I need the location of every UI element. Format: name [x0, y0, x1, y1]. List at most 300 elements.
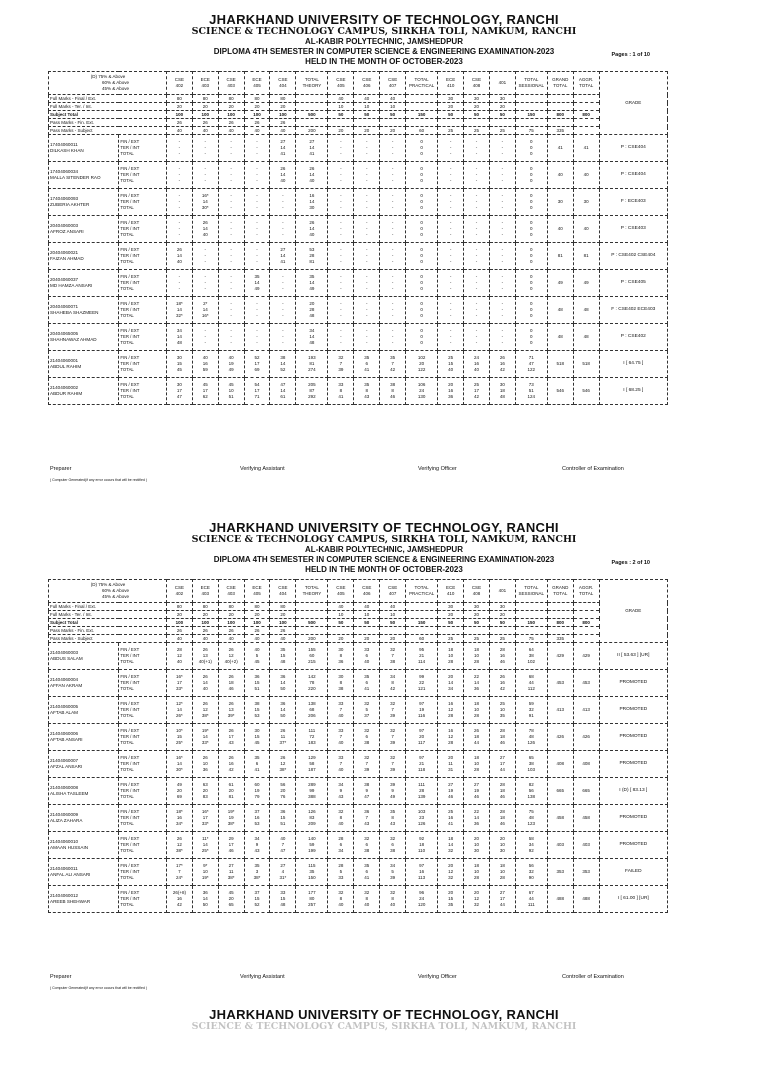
mark-value: 19	[448, 788, 454, 793]
mark-value: 34	[390, 674, 396, 679]
mark-value: 32	[364, 890, 370, 895]
mark-cell	[328, 805, 354, 832]
mark-cell	[218, 751, 244, 778]
mark-value: 7	[178, 869, 181, 874]
mark-value: -	[475, 247, 478, 252]
mark-cell	[296, 324, 328, 351]
mark-cell	[354, 778, 380, 805]
mark-cell	[328, 859, 354, 886]
controller-label: Controller of Examination	[562, 466, 624, 472]
mark-value: 429	[556, 653, 565, 658]
mark-cell	[270, 189, 296, 216]
mark-cell	[380, 778, 406, 805]
mark-value: 87	[309, 388, 315, 393]
grade-cell: PROMOTED	[599, 670, 667, 697]
mark-cell	[354, 751, 380, 778]
student-id-cell	[49, 135, 119, 162]
mark-value: 46	[499, 659, 505, 664]
row-type-label: TOTAL	[120, 313, 134, 318]
student-row	[49, 670, 668, 697]
mark-value: 22	[473, 809, 479, 814]
mark-cell	[244, 859, 270, 886]
column-name: ECE	[252, 77, 262, 82]
mark-cell	[328, 351, 354, 378]
column-header	[244, 580, 270, 603]
mark-cell	[547, 135, 573, 162]
mark-cell	[464, 378, 490, 405]
mark-value: 11	[228, 869, 234, 874]
mark-value: 52	[254, 902, 260, 907]
mark-cell	[573, 243, 599, 270]
mark-value: 12	[280, 761, 286, 766]
mark-value: 26	[280, 166, 286, 171]
mark-value: -	[256, 301, 258, 306]
result-table	[48, 71, 668, 405]
mark-value: -	[501, 220, 504, 225]
mark-value: -	[391, 205, 394, 210]
column-name: GRAND	[552, 585, 569, 590]
mark-cell	[244, 324, 270, 351]
column-code: 402	[175, 591, 184, 596]
mark-cell	[192, 351, 218, 378]
row-type-label: TER / INT	[120, 815, 140, 820]
mark-cell	[166, 324, 192, 351]
result-table	[48, 579, 668, 913]
marks-cell	[547, 95, 573, 103]
page-header	[0, 508, 768, 578]
mark-value: 38	[528, 653, 534, 658]
marks-cell: 800	[573, 619, 599, 627]
mark-value: 38	[528, 761, 534, 766]
mark-cell	[218, 778, 244, 805]
row-type-label: TER / INT	[120, 734, 140, 739]
mark-value: 37	[254, 809, 260, 814]
mark-value: 0	[530, 307, 533, 312]
mark-value: 41	[254, 767, 260, 772]
mark-value: 32	[390, 755, 396, 760]
legend-line: 45% & Above	[101, 86, 129, 91]
mark-value: 102	[527, 659, 536, 664]
mark-cell	[244, 886, 270, 913]
mark-value: 19	[473, 788, 479, 793]
mark-value: 28	[419, 788, 425, 793]
mark-cell	[296, 751, 328, 778]
mark-value: 39	[390, 767, 396, 772]
mark-value: 38	[364, 848, 370, 853]
row-type-label: FIN / EXT	[120, 836, 140, 841]
mark-value: -	[366, 220, 368, 225]
mark-value: -	[256, 199, 258, 204]
mark-cell	[489, 351, 515, 378]
column-header	[406, 580, 438, 603]
marks-cell: 26	[166, 627, 192, 635]
mark-value: -	[230, 280, 232, 285]
mark-value: -	[366, 340, 368, 345]
mark-value: -	[475, 178, 478, 183]
student-row	[49, 162, 668, 189]
mark-value: -	[475, 226, 478, 231]
marks-cell: 500	[296, 111, 328, 119]
mark-value: -	[366, 139, 368, 144]
mark-value: 43	[338, 794, 344, 799]
mark-cell	[218, 189, 244, 216]
mark-value: 41	[583, 145, 589, 150]
mark-cell	[547, 670, 573, 697]
mark-value: 28	[309, 307, 315, 312]
mark-value: 0	[530, 301, 533, 306]
mark-value: 43	[390, 821, 396, 826]
mark-value: -	[449, 253, 452, 258]
column-code: TOTAL	[579, 83, 594, 88]
mark-value: 403	[556, 842, 565, 847]
mark-cell	[573, 751, 599, 778]
column-code: TOTAL	[553, 83, 568, 88]
mark-value: 35	[364, 355, 370, 360]
row-type-label: FIN / EXT	[120, 809, 140, 814]
mark-value: -	[475, 193, 478, 198]
mark-value: 0	[420, 253, 423, 258]
mark-value: 18	[499, 788, 505, 793]
mark-value: 36	[202, 767, 208, 772]
marks-cell: 20	[244, 611, 270, 619]
student-row	[49, 643, 668, 670]
mark-value: 17	[499, 761, 505, 766]
mark-value: 99	[419, 674, 425, 679]
mark-value: 7	[281, 842, 285, 847]
mark-value: 25	[448, 355, 454, 360]
marks-row-label: Subject Total	[49, 619, 167, 627]
marks-cell: 100	[244, 619, 270, 627]
marks-cell: 150	[406, 111, 438, 119]
mark-value: 114	[418, 659, 426, 664]
column-name: ECE	[445, 585, 456, 590]
mark-value: 17*	[176, 863, 183, 868]
mark-value: 111	[308, 728, 316, 733]
mark-value: 73	[528, 382, 534, 387]
mark-value: 120	[417, 902, 426, 907]
mark-value: 27	[448, 782, 454, 787]
marks-cell: 40	[270, 635, 296, 643]
mark-cell	[515, 216, 547, 243]
mark-value: 32	[390, 890, 396, 895]
mark-value: 22	[473, 674, 479, 679]
mark-value: 0	[420, 274, 423, 279]
marks-cell: 30	[464, 603, 490, 611]
mark-value: -	[230, 166, 232, 171]
mark-cell	[547, 697, 573, 724]
grade-cell: P : CSE402 CSE404	[599, 243, 667, 270]
marks-cell	[573, 95, 599, 103]
mark-cell	[270, 805, 296, 832]
mark-value: 49	[557, 280, 563, 285]
grade-cell: P : CSE404	[599, 162, 667, 189]
column-name: CSE	[226, 77, 236, 82]
marks-cell: 50	[438, 111, 464, 119]
mark-value: 220	[308, 686, 316, 691]
mark-cell	[547, 859, 573, 886]
student-roll: 21404060012	[50, 893, 79, 898]
column-name: TOTAL	[524, 77, 539, 82]
mark-value: 18*	[176, 301, 183, 306]
mark-value: 353	[556, 869, 565, 874]
marks-cell	[296, 119, 328, 127]
mark-value: 42	[499, 686, 505, 691]
mark-value: 177	[308, 890, 316, 895]
mark-value: 103	[417, 809, 426, 814]
mark-value: 16	[448, 728, 454, 733]
mark-value: 16	[499, 653, 505, 658]
mark-value: 45	[254, 659, 260, 664]
marks-cell: 40	[166, 635, 192, 643]
mark-value: 40	[309, 232, 315, 237]
mark-value: 32*	[176, 313, 183, 318]
student-id-cell	[49, 697, 119, 724]
row-type-labels	[119, 778, 167, 805]
mark-value: 0	[420, 205, 423, 210]
grade-legend	[49, 580, 167, 603]
mark-value: 0	[420, 286, 423, 291]
mark-value: 115	[308, 863, 316, 868]
mark-value: 8	[391, 815, 394, 820]
mark-value: 49	[583, 280, 589, 285]
marks-cell: 60	[406, 127, 438, 135]
column-code: TOTAL	[553, 591, 568, 596]
mark-value: 36	[473, 686, 479, 691]
mark-cell	[244, 805, 270, 832]
mark-cell	[438, 832, 464, 859]
mark-value: -	[475, 328, 478, 333]
mark-value: 40	[202, 686, 208, 691]
row-type-label: TER / INT	[120, 172, 140, 177]
mark-value: 28	[448, 713, 454, 718]
column-code: 407	[388, 83, 397, 88]
exam-month: HELD IN THE MONTH OF OCTOBER-2023	[305, 565, 463, 574]
mark-value: -	[449, 151, 452, 156]
column-header	[218, 580, 244, 603]
mark-value: -	[282, 334, 284, 339]
mark-value: 54	[254, 382, 260, 387]
column-header	[547, 580, 573, 603]
mark-value: -	[282, 340, 284, 345]
row-type-label: FIN / EXT	[120, 220, 140, 225]
mark-value: 7	[391, 707, 394, 712]
page-header	[0, 0, 768, 70]
mark-cell	[547, 378, 573, 405]
mark-cell	[270, 243, 296, 270]
mark-value: -	[340, 328, 342, 333]
mark-value: 25	[499, 701, 505, 706]
student-roll: 21404060005	[50, 704, 79, 709]
mark-value: 11	[448, 761, 453, 766]
mark-value: -	[256, 259, 258, 264]
column-code: PRACTICAL	[408, 591, 435, 596]
row-type-labels	[119, 351, 167, 378]
mark-cell	[270, 162, 296, 189]
mark-value: 40	[338, 713, 344, 718]
mark-value: -	[340, 232, 342, 237]
marks-cell: 10	[328, 611, 354, 619]
exam-title: DIPLOMA 4TH SEMESTER IN COMPUTER SCIENCE & ENGINEERING EXAMINATION-2023	[213, 47, 555, 56]
marks-cell: 10	[328, 103, 354, 111]
mark-cell	[354, 351, 380, 378]
mark-value: 62	[202, 394, 208, 399]
mark-cell	[380, 297, 406, 324]
mark-value: -	[475, 151, 478, 156]
mark-cell	[296, 135, 328, 162]
mark-value: 83	[309, 815, 315, 820]
mark-value: 30	[176, 355, 182, 360]
mark-value: 117	[418, 740, 426, 745]
student-row	[49, 297, 668, 324]
grade-cell: P : CSE403	[599, 216, 667, 243]
mark-value: 9	[391, 788, 394, 793]
mark-cell	[270, 378, 296, 405]
mark-value: 40	[338, 902, 344, 907]
row-type-label: TER / INT	[120, 896, 140, 901]
marks-cell: 50	[464, 619, 490, 627]
mark-value: -	[204, 259, 207, 264]
mark-cell	[438, 351, 464, 378]
mark-cell	[244, 270, 270, 297]
column-name: CSE	[362, 585, 372, 590]
mark-value: 28	[473, 713, 479, 718]
mark-value: 408	[582, 761, 590, 766]
marks-cell: 100	[192, 619, 218, 627]
mark-cell	[244, 670, 270, 697]
mark-value: 20	[228, 896, 234, 901]
mark-value: 10	[202, 761, 208, 766]
page-number: Pages : 2 of 10	[611, 560, 650, 566]
student-id-cell	[49, 270, 119, 297]
row-type-label: TOTAL	[120, 232, 134, 237]
mark-cell	[244, 697, 270, 724]
marks-cell	[438, 119, 464, 127]
verifying-assistant-label: Verifying Assistant	[240, 466, 285, 472]
mark-value: -	[230, 313, 232, 318]
mark-cell	[515, 324, 547, 351]
mark-cell	[192, 670, 218, 697]
mark-cell	[573, 135, 599, 162]
mark-cell	[438, 751, 464, 778]
mark-value: -	[340, 226, 342, 231]
mark-cell	[515, 778, 547, 805]
mark-value: 27	[499, 890, 505, 895]
mark-cell	[489, 243, 515, 270]
mark-value: 18*	[176, 809, 183, 814]
mark-cell	[547, 351, 573, 378]
marks-cell: 20	[218, 103, 244, 111]
column-name: TOTAL	[414, 585, 429, 590]
mark-value: 40	[176, 659, 182, 664]
mark-cell	[270, 886, 296, 913]
mark-value: 0	[530, 280, 533, 285]
marks-cell: 100	[192, 111, 218, 119]
mark-value: 30	[499, 382, 505, 387]
mark-value: -	[340, 247, 342, 252]
mark-value: 183	[308, 740, 316, 745]
marks-cell: 50	[380, 619, 406, 627]
mark-value: 8	[391, 388, 394, 393]
mark-value: 48	[583, 334, 589, 339]
mark-value: -	[501, 247, 504, 252]
student-id-cell	[49, 324, 119, 351]
mark-value: -	[391, 193, 394, 198]
mark-value: 0	[530, 193, 533, 198]
column-code: 408	[472, 83, 481, 88]
mark-value: 142	[308, 674, 316, 679]
mark-value: -	[501, 280, 504, 285]
mark-value: 0	[420, 259, 423, 264]
mark-cell	[464, 670, 490, 697]
mark-value: 31*	[279, 875, 287, 880]
mark-value: 49	[390, 794, 396, 799]
student-roll: 21404060008	[50, 785, 79, 790]
mark-value: 7	[391, 761, 394, 766]
mark-value: -	[366, 253, 368, 258]
exam-title: DIPLOMA 4TH SEMESTER IN COMPUTER SCIENCE & ENGINEERING EXAMINATION-2023	[213, 555, 555, 564]
mark-value: 20	[448, 890, 454, 895]
mark-cell	[296, 697, 328, 724]
mark-value: -	[256, 139, 258, 144]
college-title: AL-KABIR POLYTECHNIC, JAMSHEDPUR	[305, 545, 463, 554]
mark-cell	[573, 378, 599, 405]
grade-header: GRADE	[599, 72, 667, 135]
mark-value: 155	[308, 647, 316, 652]
mark-value: 16	[448, 815, 454, 820]
mark-value: 426	[556, 734, 565, 739]
mark-value: -	[501, 151, 504, 156]
mark-cell	[296, 859, 328, 886]
mark-value: 26*	[176, 713, 183, 718]
mark-value: 8	[339, 815, 343, 820]
mark-cell	[296, 670, 328, 697]
mark-value: 8	[339, 896, 343, 901]
mark-value: 12	[448, 869, 454, 874]
mark-value: 15	[176, 361, 182, 366]
mark-value: -	[340, 178, 342, 183]
mark-value: 9*	[203, 863, 208, 868]
mark-value: 61	[280, 394, 286, 399]
mark-cell	[438, 270, 464, 297]
mark-value: 33	[338, 875, 344, 880]
mark-value: 38*	[227, 875, 235, 880]
column-code: 405	[253, 591, 261, 596]
mark-value: 47	[176, 394, 182, 399]
mark-value: 33	[280, 890, 286, 895]
mark-cell	[438, 724, 464, 751]
mark-value: 122	[417, 367, 426, 372]
student-name: ABDUR RAHIM	[50, 391, 83, 396]
grade-header: GRADE	[599, 580, 667, 643]
mark-value: -	[230, 253, 232, 258]
mark-cell	[244, 832, 270, 859]
mark-value: 665	[582, 788, 590, 793]
mark-value: 102	[417, 355, 426, 360]
column-code: 406	[362, 591, 371, 596]
student-name: ZUBERIA AKHTER	[50, 202, 90, 207]
mark-value: -	[230, 193, 232, 198]
mark-value: -	[340, 340, 342, 345]
mark-value: -	[340, 286, 342, 291]
mark-value: 21	[419, 653, 425, 658]
mark-value: -	[501, 172, 504, 177]
mark-cell	[354, 162, 380, 189]
mark-value: -	[282, 193, 284, 198]
mark-value: -	[282, 280, 284, 285]
mark-value: 10	[473, 842, 479, 847]
column-name: ECE	[200, 77, 210, 82]
mark-value: -	[449, 199, 452, 204]
